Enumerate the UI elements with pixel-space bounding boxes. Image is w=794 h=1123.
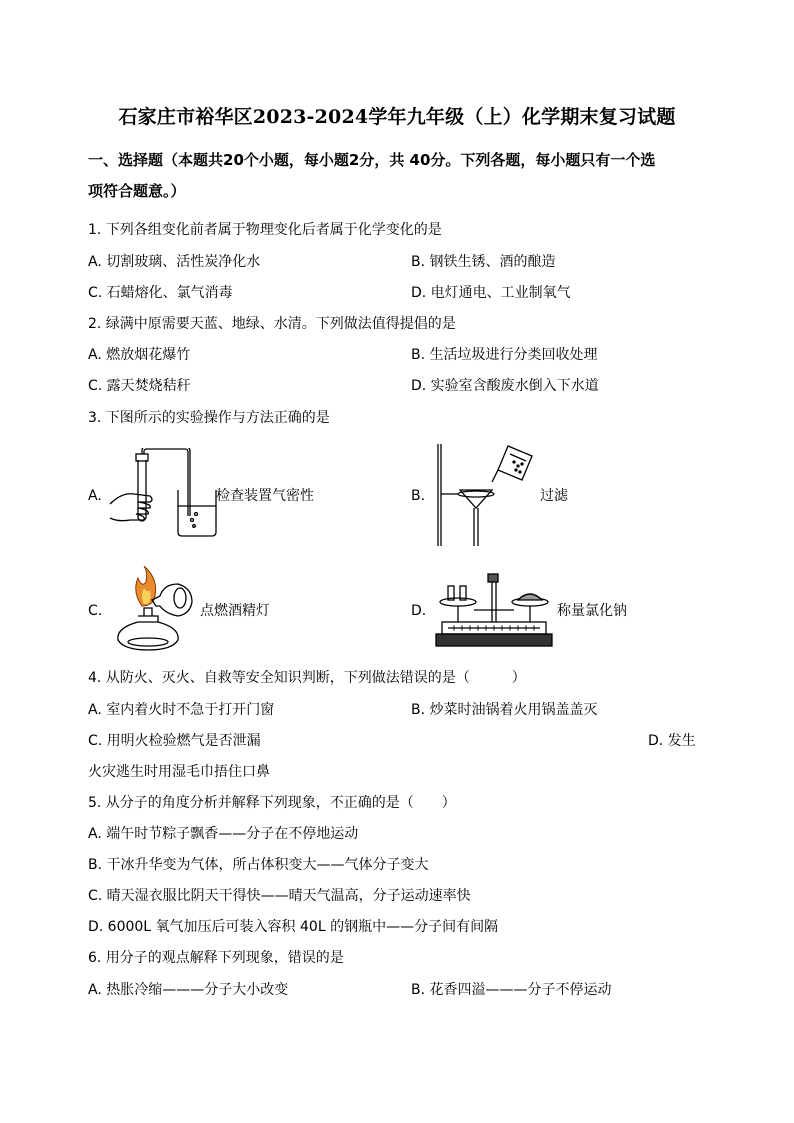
q5-option-b: B. 干冰升华变为气体，所占体积变大——气体分子变大 — [88, 857, 429, 873]
q3-option-b-letter: B. — [411, 488, 426, 504]
alcohol-lamp-figure — [108, 566, 198, 654]
question-6-stem: 6. 用分子的观点解释下列现象，错误的是 — [88, 950, 344, 966]
q6-option-b: B. 花香四溢———分子不停运动 — [411, 982, 612, 998]
q2-option-d: D. 实验室含酸废水倒入下水道 — [411, 378, 599, 394]
q3-option-a-caption: 检查装置气密性 — [216, 488, 314, 504]
q4-option-a: A. 室内着火时不急于打开门窗 — [88, 702, 275, 718]
q3-option-c-letter: C. — [88, 603, 103, 619]
q5-option-a: A. 端午时节粽子飘香——分子在不停地运动 — [88, 826, 359, 842]
page-title: 石家庄市裕华区2023-2024学年九年级（上）化学期末复习试题 — [118, 106, 676, 128]
q2-option-b: B. 生活垃圾进行分类回收处理 — [411, 347, 598, 363]
q2-option-a: A. 燃放烟花爆竹 — [88, 347, 191, 363]
q2-option-c: C. 露天焚烧秸秆 — [88, 378, 191, 394]
question-3-stem: 3. 下图所示的实验操作与方法正确的是 — [88, 410, 330, 426]
q5-option-c: C. 晴天湿衣服比阴天干得快——晴天气温高，分子运动速率快 — [88, 888, 471, 904]
q3-option-d-caption: 称量氯化钠 — [557, 603, 627, 619]
section-heading-cont: 项符合题意。） — [88, 182, 186, 200]
q3-option-a-letter: A. — [88, 488, 102, 504]
q5-option-d: D. 6000L 氧气加压后可装入容积 40L 的钢瓶中——分子间有间隔 — [88, 919, 499, 935]
question-5-stem: 5. 从分子的角度分析并解释下列现象，不正确的是（ ） — [88, 795, 456, 811]
question-1-stem: 1. 下列各组变化前者属于物理变化后者属于化学变化的是 — [88, 222, 442, 238]
q4-option-c: C. 用明火检验燃气是否泄漏 — [88, 733, 261, 749]
q3-option-d-letter: D. — [411, 603, 427, 619]
q4-option-d-cont: 火灾逃生时用湿毛巾捂住口鼻 — [88, 764, 270, 780]
q1-option-a: A. 切割玻璃、活性炭净化水 — [88, 254, 261, 270]
balance-figure — [434, 570, 554, 650]
q1-option-c: C. 石蜡熔化、氯气消毒 — [88, 285, 233, 301]
q3-option-b-caption: 过滤 — [540, 488, 568, 504]
question-4-stem: 4. 从防火、灭火、自救等安全知识判断，下列做法错误的是（ ） — [88, 670, 526, 686]
q4-option-b: B. 炒菜时油锅着火用锅盖盖灭 — [411, 702, 598, 718]
section-heading: 一、选择题（本题共20个小题，每小题2分，共 40分。下列各题，每小题只有一个选 — [88, 151, 656, 169]
q6-option-a: A. 热胀冷缩———分子大小改变 — [88, 982, 289, 998]
airtightness-check-figure — [108, 448, 218, 538]
q1-option-b: B. 钢铁生锈、酒的酿造 — [411, 254, 556, 270]
q4-option-d: D. 发生 — [648, 733, 696, 749]
q1-option-d: D. 电灯通电、工业制氧气 — [411, 285, 571, 301]
q3-option-c-caption: 点燃酒精灯 — [200, 603, 270, 619]
filtration-figure — [428, 442, 538, 548]
question-2-stem: 2. 绿满中原需要天蓝、地绿、水清。下列做法值得提倡的是 — [88, 316, 456, 332]
